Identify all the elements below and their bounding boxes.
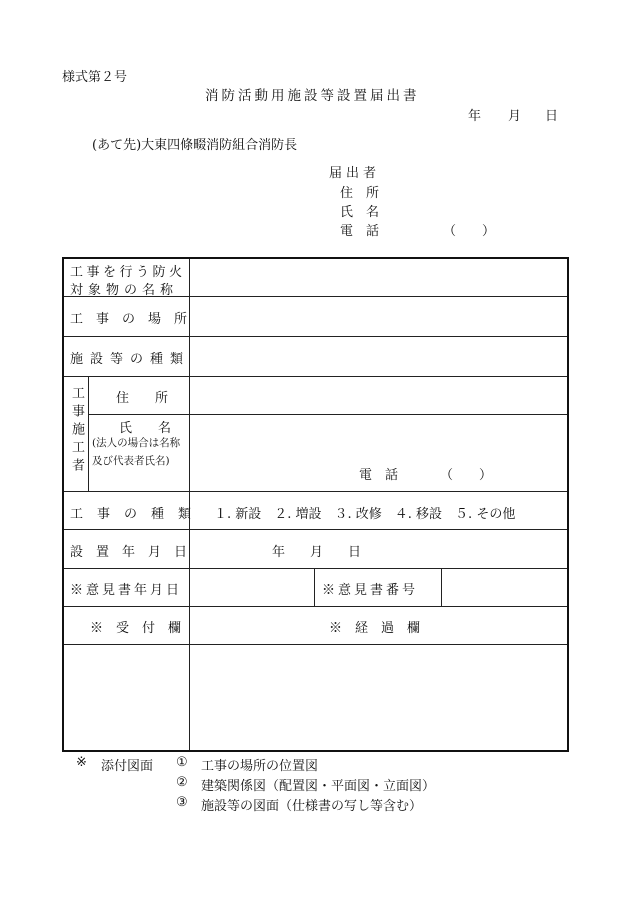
attachment-item-1-num: ① xyxy=(176,755,188,770)
attachment-item-1-text: 工事の場所の位置図 xyxy=(201,759,319,774)
facility-type-label: 施設等の種類 xyxy=(70,352,191,367)
notification-form-table xyxy=(62,257,569,752)
progress-column-header: ※ 経 過 欄 xyxy=(329,621,421,636)
contractor-name-field[interactable] xyxy=(191,416,565,456)
addressee: (あて先)大東四條畷消防組合消防長 xyxy=(92,138,298,153)
opinion-date-field[interactable] xyxy=(191,570,312,604)
notifier-phone-parens: （ ） xyxy=(443,224,496,239)
reception-area[interactable] xyxy=(65,646,187,748)
attachments-mark: ※ xyxy=(76,755,87,770)
facility-type-field[interactable] xyxy=(191,338,565,374)
attachment-item-2-num: ② xyxy=(176,775,188,790)
work-location-label: 工事の場所 xyxy=(70,312,201,327)
attachment-item-3-num: ③ xyxy=(176,795,188,810)
contractor-vertical-label: 工事施工者 xyxy=(69,386,84,476)
opinion-date-label: ※意見書年月日 xyxy=(70,583,183,598)
install-date-label: 設置年月日 xyxy=(70,545,201,560)
notifier-address-label: 住 所 xyxy=(340,186,380,201)
contractor-phone-label: 電 話 xyxy=(359,468,399,483)
work-type-options[interactable]: １. 新設 ２. 増設 ３. 改修 ４. 移設 ５. その他 xyxy=(214,507,516,522)
attachment-item-2-text: 建築関係図（配置図・平面図・立面図） xyxy=(201,779,436,794)
reception-column-header: ※ 受 付 欄 xyxy=(90,621,182,636)
contractor-name-note-line2: 及び代表者氏名) xyxy=(92,455,170,467)
progress-area[interactable] xyxy=(191,646,565,748)
form-number: 様式第２号 xyxy=(62,70,128,85)
contractor-phone-parens: （ ） xyxy=(440,468,493,483)
install-date-day-label: 日 xyxy=(348,545,362,560)
attachment-item-3-text: 施設等の図面（仕様書の写し等含む） xyxy=(201,799,423,814)
install-date-month-label: 月 xyxy=(310,545,324,560)
notifier-name-label: 氏 名 xyxy=(340,205,380,220)
facility-name-label-line1: 工事を行う防火 xyxy=(70,265,186,280)
contractor-address-label: 住 所 xyxy=(116,391,169,406)
contractor-address-field[interactable] xyxy=(191,378,565,412)
opinion-number-label: ※意見書番号 xyxy=(322,583,419,598)
contractor-name-label: 氏 名 xyxy=(119,421,172,436)
work-location-field[interactable] xyxy=(191,298,565,334)
notifier-phone-label: 電 話 xyxy=(340,224,380,239)
contractor-name-note-line1: (法人の場合は名称 xyxy=(92,437,181,449)
install-date-year-label: 年 xyxy=(272,545,286,560)
facility-name-label-line2: 対象物の名称 xyxy=(70,283,179,298)
date-year-label: 年 xyxy=(468,109,482,124)
date-day-label: 日 xyxy=(545,109,559,124)
work-type-label: 工事の種類 xyxy=(70,507,206,522)
opinion-number-field[interactable] xyxy=(443,570,565,604)
facility-name-field[interactable] xyxy=(191,260,565,294)
notifier-label: 届出者 xyxy=(329,166,381,181)
attachments-label: 添付図面 xyxy=(101,759,154,774)
form-title: 消防活動用施設等設置届出書 xyxy=(205,88,420,104)
date-month-label: 月 xyxy=(508,109,522,124)
